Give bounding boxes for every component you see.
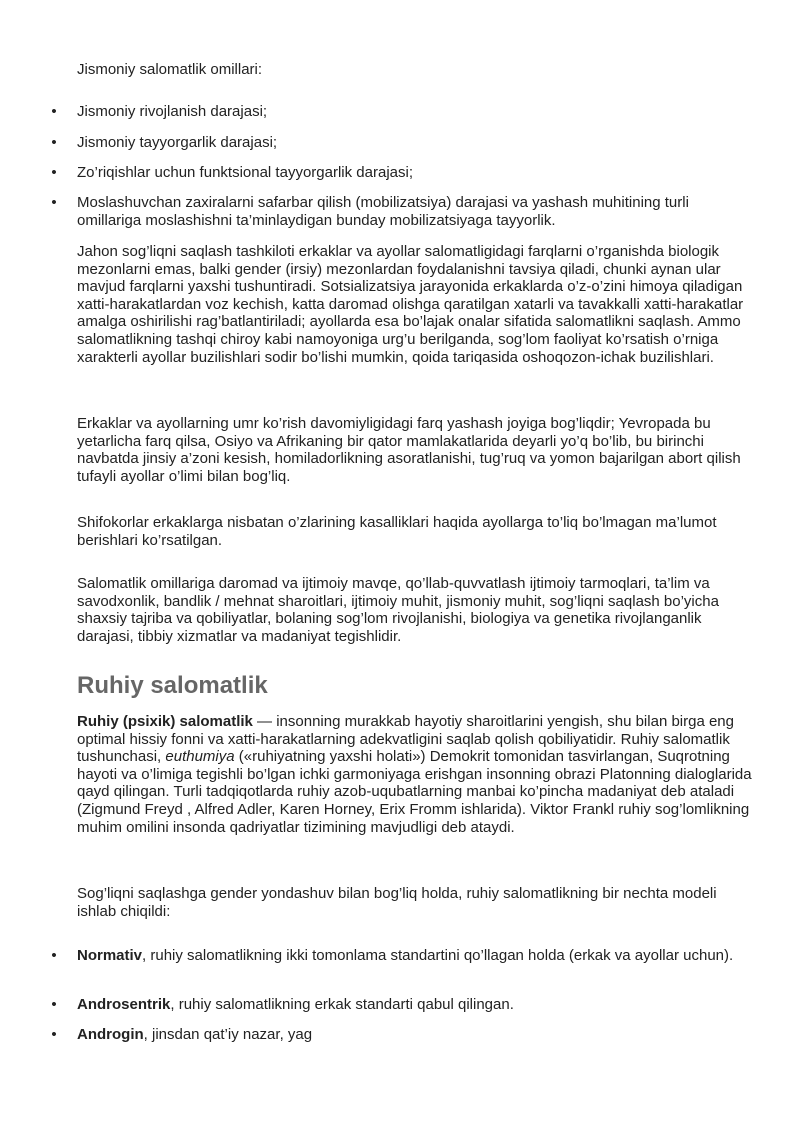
paragraph-mental-definition [77, 713, 757, 836]
list-item [51, 1026, 757, 1044]
list-item [51, 194, 757, 229]
section-title: Ruhiy salomatlik [77, 672, 268, 699]
model-text: , jinsdan qat’iy nazar, yag [143, 1026, 313, 1043]
list-item [51, 947, 757, 965]
paragraph-who-gender: Jahon sog’liqni saqlash tashkiloti erkaklar va ayollar salomatligidagi farqlarni o’rganishda biologik mezonlarni emas, balki gender (irsiy) mezonlardan foydalanishni tavsiya qiladi, chunki aynan ular mavjud farqlarni yaxshi tushuntiradi. Sotsializatsiya jarayonida erkaklarda o’z-o’zini himoya qiladigan xatti-harakatlardan voz kechish, katta daromad olishga qaratilgan xatarli va tavakkalli xatti-harakatlar amalga oshirilishi rag’batlantiriladi; ayollarda esa bo’lajak onalar sifatida salomatlikni saqlash. Ammo salomatlikning tashqi chiroy kabi namoyoniga urg’u berilganda, sog’lom faoliyat ko’rsatish o’rniga xarakterli ayollar buzilishlari sodir bo’lishi mumkin, qoida tariqasida oshoqozon-ichak buzilishlari. [77, 243, 744, 366]
list-item [51, 134, 757, 152]
bullet-icon: • [51, 996, 57, 1013]
paragraph-health-factors: Salomatlik omillariga daromad va ijtimoiy mavqe, qo’llab-quvvatlash ijtimoiy tarmoqlari, ta’lim va savodxonlik, bandlik / mehnat sharoitlari, ijtimoiy muhit, jismoniy muhit, sog’liqni saqlash bo’yicha shaxsiy tajriba va qobiliyatlar, bolaning sog’lom rivojlanishi, biologiya va genetika rivojlanganlik darajasi, tibbiy xizmatlar va madaniyat tegishlidir. [77, 575, 719, 645]
model-term: Androsentrik [77, 996, 171, 1013]
model-term: Androgin [77, 1026, 144, 1043]
definition-text-part2: («ruhiyatning yaxshi holati») Demokrit tomonidan tasvirlangan, Suqrotning hayoti va o’limiga tegishli bo’lgan ichki garmoniyaga erishgan insonning obrazi Platonning dialoglarida qayd qilingan. Turli tadqiqotlarda ruhiy azob-uqubatlarning manbai ko’pincha madaniyat deb ataladi (Zigmund Freyd , Alfred Adler, Karen Horney, Erix Fromm ishlarida). Viktor Frankl ruhiy sog’lomlikning muhim omilini insonda qadriyatlar tizimining mavjudligi deb ataydi. [77, 748, 752, 836]
definition-term: Ruhiy (psixik) salomatlik [77, 713, 253, 730]
model-term: Normativ [77, 947, 143, 964]
bullet-icon: • [51, 1026, 57, 1043]
bullet-icon: • [51, 947, 57, 964]
model-text: , ruhiy salomatlikning erkak standarti qabul qilingan. [170, 996, 514, 1013]
list-item-text: Zo’riqishlar uchun funktsional tayyorgarlik darajasi; [77, 164, 413, 181]
bullet-icon: • [51, 103, 57, 120]
paragraph-models-intro: Sog’liqni saqlashga gender yondashuv bilan bog’liq holda, ruhiy salomatlikning bir nechta modeli ishlab chiqildi: [77, 885, 717, 920]
model-text: , ruhiy salomatlikning ikki tomonlama standartini qo’llagan holda (erkak va ayollar uchun). [142, 947, 734, 964]
paragraph-doctors: Shifokorlar erkaklarga nisbatan o’zlarining kasalliklari haqida ayollarga to’liq bo’lmagan ma’lumot berishlari ko’rsatilgan. [77, 514, 717, 549]
definition-italic-term: euthumiya [165, 748, 235, 766]
definition-text-part1: — insonning murakkab hayotiy sharoitlarini yengish, shu bilan birga eng optimal hissiy fonni va xatti-harakatlarning adekvatligini saqlab qolish qobiliyatidir. Ruhiy salomatlik tushunchasi, [77, 713, 734, 766]
list-item [51, 996, 757, 1014]
paragraph-life-expectancy: Erkaklar va ayollarning umr ko’rish davomiyligidagi farq yashash joyiga bog’liqdir; Yevropada bu yetarlicha farq qilsa, Osiyo va Afrikaning bir qator mamlakatlarida deyarli yo’q bo’lib, bu birinchi navbatda jinsiy a’zoni kesish, homiladorlikning asoratlanishi, tug’ruq va yomon bajarilgan abort qilish tufayli ayollar o’limi bilan bog’liq. [77, 415, 741, 485]
list-item-text: Moslashuvchan zaxiralarni safarbar qilish (mobilizatsiya) darajasi va yashash muhitining turli omillariga moslashishni ta’minlaydigan bunday mobilizatsiyaga tayyorlik. [77, 194, 689, 229]
bullet-icon: • [51, 134, 57, 151]
bullet-icon: • [51, 194, 57, 211]
intro-heading: Jismoniy salomatlik omillari: [77, 61, 263, 78]
list-item-text: Jismoniy rivojlanish darajasi; [77, 103, 268, 120]
list-item [51, 164, 757, 182]
bullet-icon: • [51, 164, 57, 181]
list-item [51, 103, 757, 121]
list-item-text: Jismoniy tayyorgarlik darajasi; [77, 134, 278, 151]
